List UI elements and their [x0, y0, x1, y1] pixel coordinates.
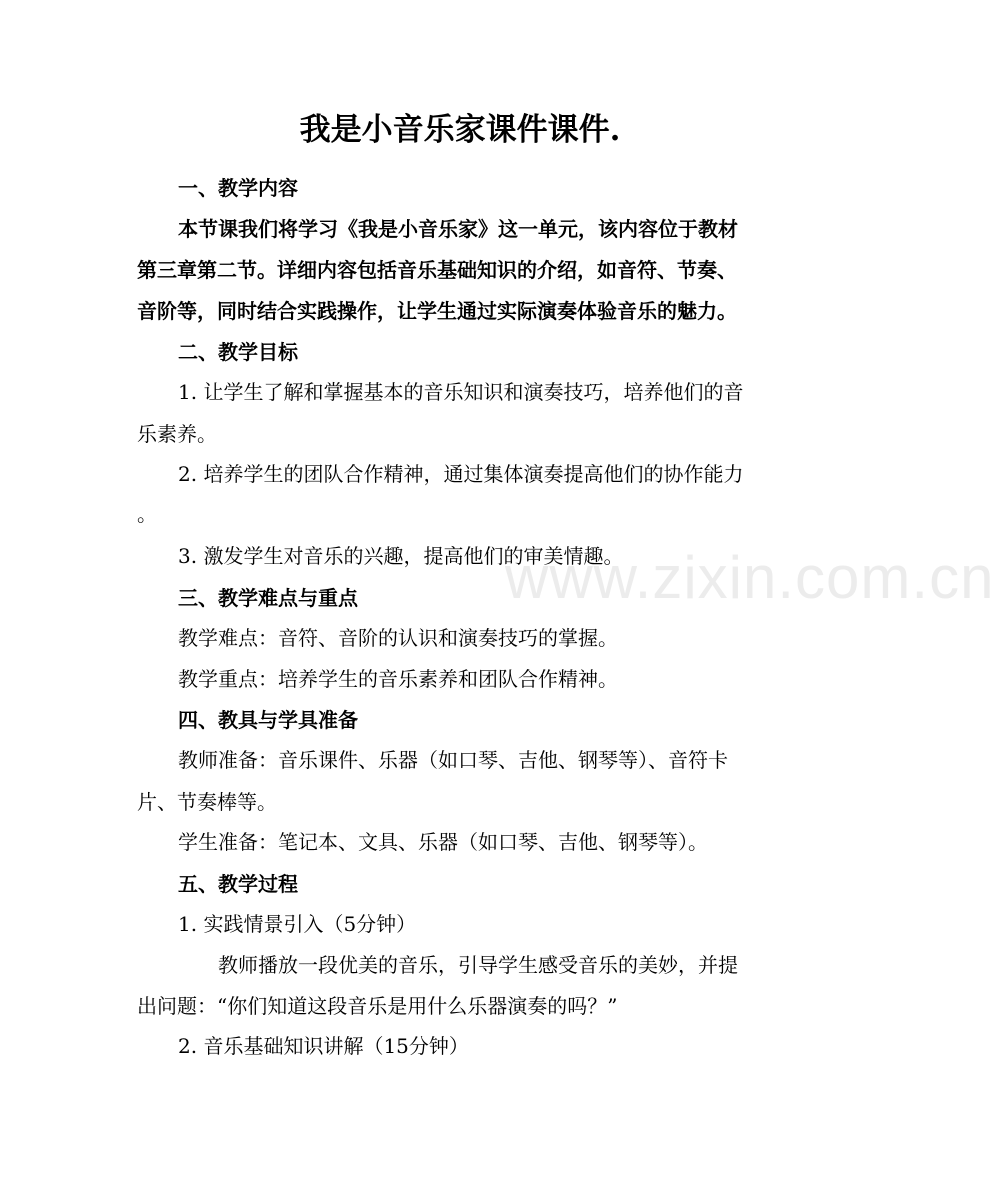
section-heading-difficulties: 三、教学难点与重点 [178, 586, 358, 610]
paragraph-line: 音阶等，同时结合实践操作，让学生通过实际演奏体验音乐的魅力。 [137, 299, 737, 323]
paragraph-line: 。 [137, 502, 157, 526]
paragraph-line: 1. 实践情景引入（5分钟） [178, 912, 417, 936]
paragraph-line: 1. 让学生了解和掌握基本的音乐知识和演奏技巧，培养他们的音 [178, 380, 744, 404]
paragraph-line: 本节课我们将学习《我是小音乐家》这一单元，该内容位于教材 [178, 217, 738, 241]
paragraph-line: 3. 激发学生对音乐的兴趣，提高他们的审美情趣。 [178, 544, 624, 568]
section-heading-process: 五、教学过程 [178, 872, 298, 896]
paragraph-line: 2. 音乐基础知识讲解（15分钟） [178, 1034, 469, 1058]
paragraph-line: 教学难点：音符、音阶的认识和演奏技巧的掌握。 [178, 626, 618, 650]
paragraph-line: 教学重点：培养学生的音乐素养和团队合作精神。 [178, 667, 618, 691]
paragraph-line: 2. 培养学生的团队合作精神，通过集体演奏提高他们的协作能力 [178, 462, 744, 486]
paragraph-line: 片、节奏棒等。 [137, 790, 277, 814]
paragraph-line: 第三章第二节。详细内容包括音乐基础知识的介绍，如音符、节奏、 [137, 258, 737, 282]
paragraph-line: 教师播放一段优美的音乐，引导学生感受音乐的美妙，并提 [218, 953, 738, 977]
paragraph-line: 出问题：“你们知道这段音乐是用什么乐器演奏的吗？” [137, 994, 618, 1018]
watermark: www.zixin.com.cn [505, 544, 994, 611]
document-title: 我是小音乐家课件课件. [299, 112, 621, 148]
paragraph-line: 学生准备：笔记本、文具、乐器（如口琴、吉他、钢琴等）。 [178, 830, 708, 854]
section-heading-preparation: 四、教具与学具准备 [178, 708, 358, 732]
section-heading-objectives: 二、教学目标 [178, 340, 298, 364]
section-heading-content: 一、教学内容 [178, 176, 298, 200]
paragraph-line: 教师准备：音乐课件、乐器（如口琴、吉他、钢琴等）、音符卡 [178, 748, 728, 772]
paragraph-line: 乐素养。 [137, 422, 217, 446]
